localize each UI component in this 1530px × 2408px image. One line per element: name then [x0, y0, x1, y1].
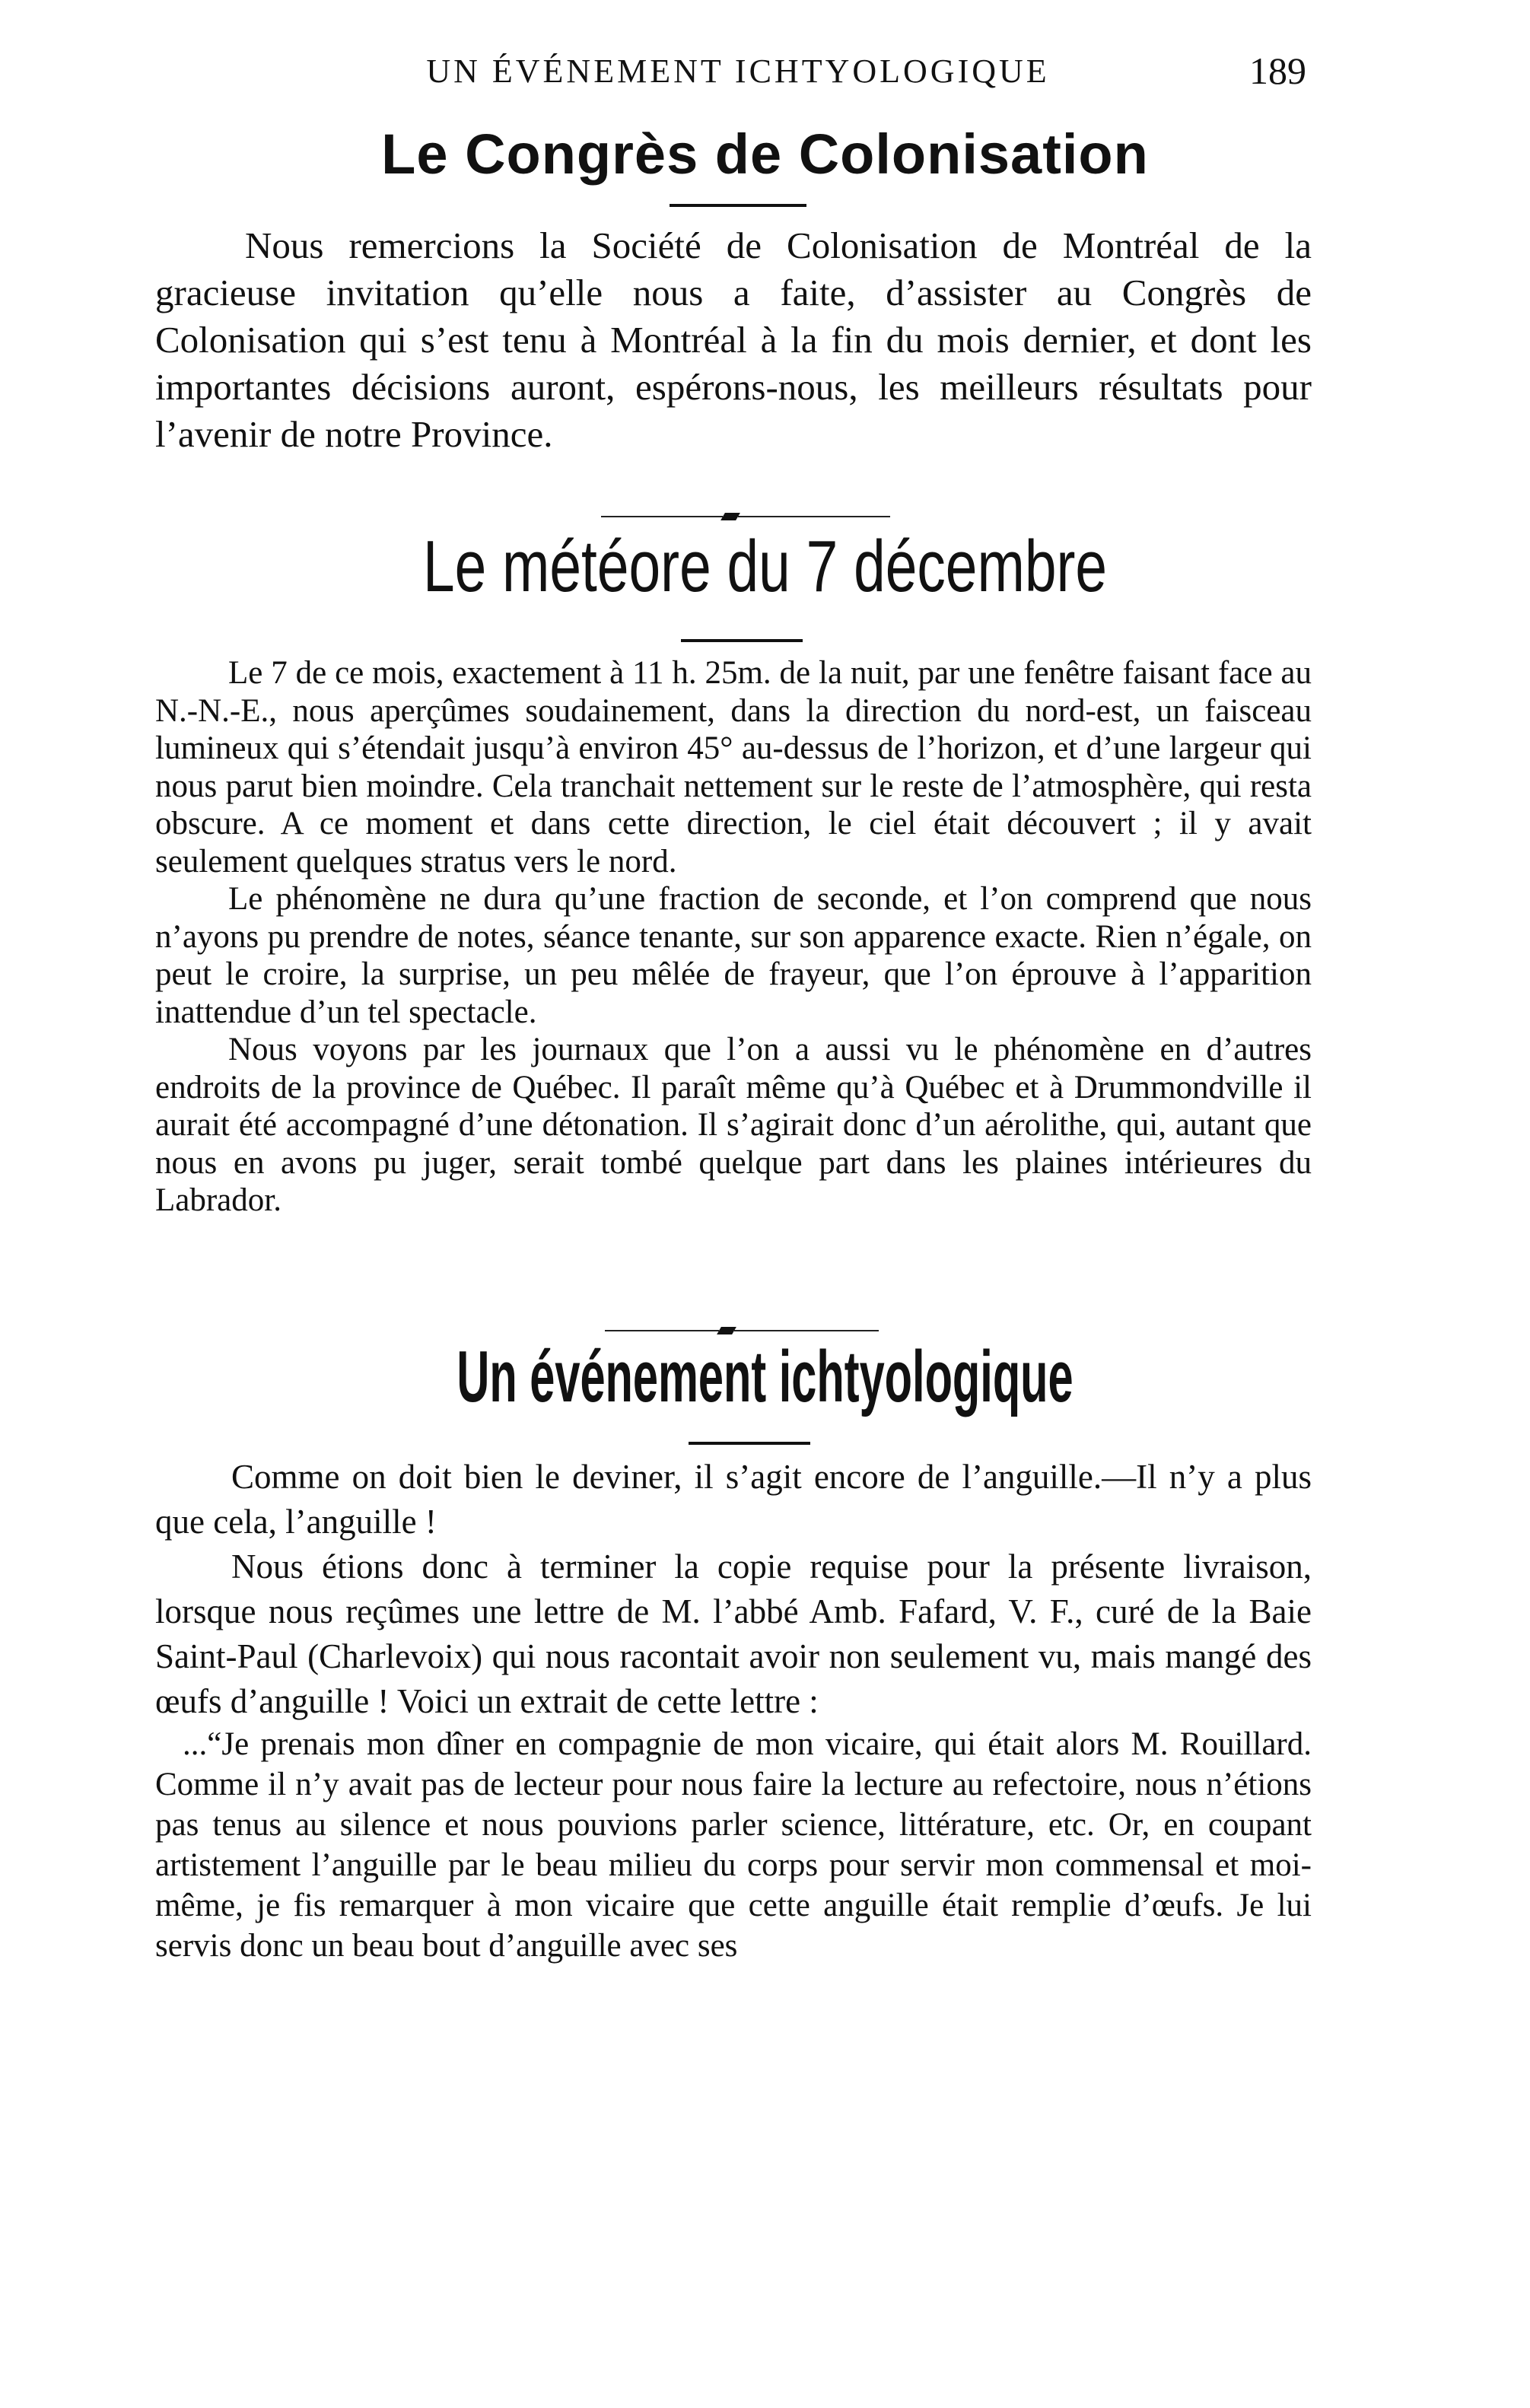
title-rule [689, 1442, 810, 1445]
paragraph: Comme on doit bien le deviner, il s’agit encore de l’anguille.—Il n’y a plus que cela, l’anguille ! [155, 1458, 1312, 1541]
running-header: UN ÉVÉNEMENT ICHTYOLOGIQUE [426, 52, 1050, 90]
section-title-ichtyologique: Un événement ichtyologique [456, 1336, 1074, 1417]
section-body-ichtyologique [155, 1455, 1312, 1966]
ornament-line [605, 1330, 719, 1331]
section-body-meteore [155, 654, 1312, 1220]
ornament-line [734, 1330, 879, 1331]
ornament-diamond [720, 513, 740, 520]
paragraph: Nous remercions la Société de Colonisation de Montréal de la gracieuse invitation qu’elle nous a faite, d’assister au Congrès de Colonisation qui s’est tenu à Montréal à la fin du mois dernier, et dont les importantes décisions auront, espérons-nous, les meilleurs résultats pour l’avenir de notre Province. [155, 224, 1312, 455]
section-body-congres [155, 222, 1312, 458]
title-rule [670, 204, 806, 207]
ornament-divider [601, 510, 890, 523]
title-rule [681, 639, 803, 642]
page-number: 189 [1249, 49, 1306, 92]
paragraph: Nous étions donc à terminer la copie requise pour la présente livraison, lorsque nous reçûmes une lettre de M. l’abbé Amb. Fafard, V. F., curé de la Baie Saint-Paul (Charlevoix) qui nous racontait avoir non seulement vu, mais mangé des œufs d’anguille ! Voici un extrait de cette lettre : [155, 1548, 1312, 1720]
section-title-meteore: Le météore du 7 décembre [422, 526, 1108, 607]
quoted-letter-excerpt: ...“Je prenais mon dîner en compagnie de mon vicaire, qui était alors M. Rouillard. Comme il n’y avait pas de lecteur pour nous faire la lecture au refectoire, nous n’étions pas tenus au silence et nous pouvions parler science, littérature, etc. Or, en coupant artistement l’anguille par le beau milieu du corps pour servir mon commensal et moi-même, je fis remarquer à mon vicaire que cette anguille était remplie d’œufs. Je lui servis donc un beau bout d’anguille avec ses [155, 1726, 1312, 1964]
paragraph: Nous voyons par les journaux que l’on a aussi vu le phénomène en d’autres endroits de la province de Québec. Il paraît même qu’à Québec et à Drummondville il aurait été accompagné d’une détonation. Il s’agirait donc d’un aérolithe, qui, autant que nous en avons pu juger, serait tombé quelque part dans les plaines intérieures du Labrador. [155, 1032, 1312, 1218]
ornament-diamond [717, 1327, 736, 1334]
ornament-line [601, 516, 723, 517]
paragraph: Le phénomène ne dura qu’une fraction de seconde, et l’on comprend que nous n’ayons pu prendre de notes, séance tenante, sur son apparence exacte. Rien n’égale, on peut le croire, la surprise, un peu mêlée de frayeur, que l’on éprouve à l’apparition inattendue d’un tel spectacle. [155, 881, 1312, 1030]
ornament-line [738, 516, 890, 517]
paragraph: Le 7 de ce mois, exactement à 11 h. 25m. de la nuit, par une fenêtre faisant face au N.-N.-E., nous aperçûmes soudainement, dans la direction du nord-est, un faisceau lumineux qui s’étendait jusqu’à environ 45° au-dessus de l’horizon, et d’une largeur qui nous parut bien moindre. Cela tranchait nettement sur le reste de l’atmosphère, qui resta obscure. A ce moment et dans cette direction, le ciel était découvert ; il y avait seulement quelques stratus vers le nord. [155, 655, 1312, 880]
section-title-congres: Le Congrès de Colonisation [381, 122, 1149, 186]
